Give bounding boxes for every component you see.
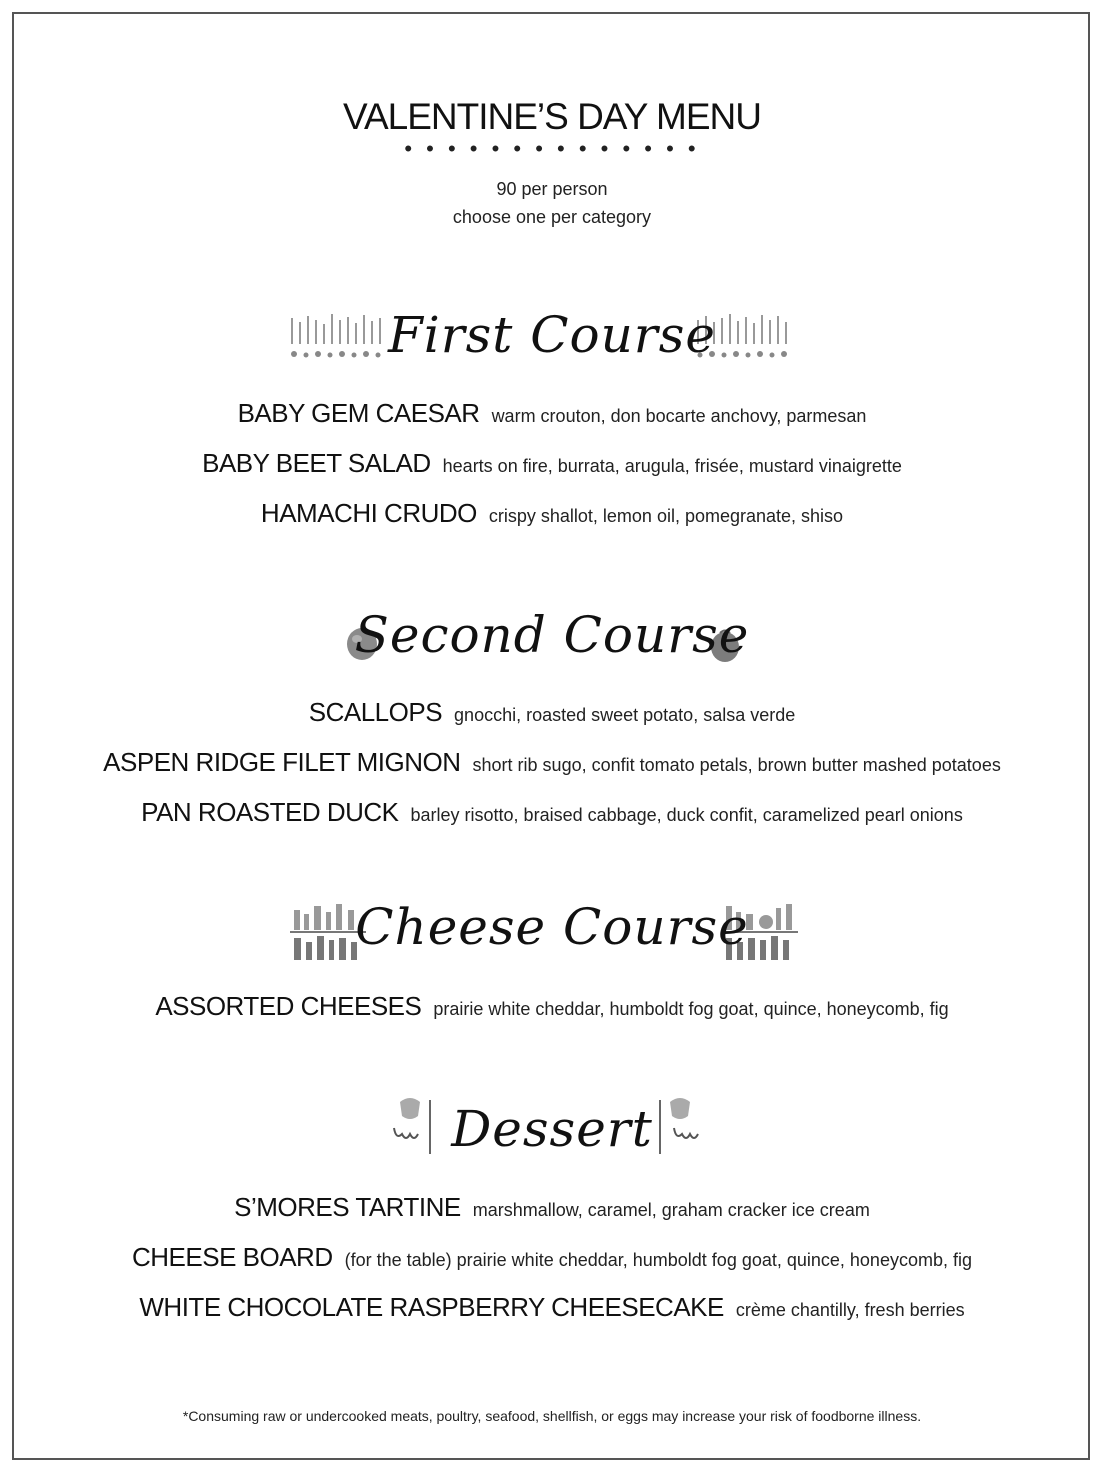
item-description: warm crouton, don bocarte anchovy, parmesan xyxy=(491,406,867,426)
item-description: (for the table) prairie white cheddar, humboldt fog goat, quince, honeycomb, fig xyxy=(344,1250,972,1270)
menu-item xyxy=(0,991,1104,1022)
item-name: PAN ROASTED DUCK xyxy=(141,797,399,827)
item-name: WHITE CHOCOLATE RASPBERRY CHEESECAKE xyxy=(139,1292,724,1322)
price-text: 90 per person xyxy=(496,179,608,199)
item-description: crispy shallot, lemon oil, pomegranate, shiso xyxy=(488,506,844,526)
item-name: BABY GEM CAESAR xyxy=(237,398,480,428)
item-name: ASSORTED CHEESES xyxy=(155,991,422,1021)
item-name: BABY BEET SALAD xyxy=(202,448,431,478)
item-description: crème chantilly, fresh berries xyxy=(735,1300,965,1320)
title-divider-dots: • • • • • • • • • • • • • • xyxy=(404,136,700,161)
item-name: CHEESE BOARD xyxy=(132,1242,333,1272)
course-title-cheese: Cheese Course xyxy=(355,898,749,956)
instruction-text: choose one per category xyxy=(452,207,652,227)
menu-item xyxy=(0,448,1104,479)
course-title-second: Second Course xyxy=(354,606,750,664)
menu-item xyxy=(0,1192,1104,1223)
menu-item xyxy=(0,398,1104,429)
item-description: hearts on fire, burrata, arugula, frisée, mustard vinaigrette xyxy=(442,456,902,476)
menu-item xyxy=(0,697,1104,728)
item-description: prairie white cheddar, humboldt fog goat, quince, honeycomb, fig xyxy=(433,999,949,1019)
menu-item xyxy=(0,797,1104,828)
menu-item xyxy=(0,747,1104,778)
allergy-disclaimer: *Consuming raw or undercooked meats, poultry, seafood, shellfish, or eggs may increase your risk of foodborne illness. xyxy=(182,1408,922,1424)
item-description: gnocchi, roasted sweet potato, salsa verde xyxy=(454,705,796,725)
item-name: HAMACHI CRUDO xyxy=(260,498,477,528)
item-description: barley risotto, braised cabbage, duck confit, caramelized pearl onions xyxy=(410,805,963,825)
item-description: marshmallow, caramel, graham cracker ice cream xyxy=(472,1200,870,1220)
course-title-first: First Course xyxy=(388,306,716,364)
course-title-dessert: Dessert xyxy=(451,1100,653,1158)
item-name: ASPEN RIDGE FILET MIGNON xyxy=(103,747,461,777)
item-name: S’MORES TARTINE xyxy=(234,1192,461,1222)
menu-item xyxy=(0,1242,1104,1273)
item-description: short rib sugo, confit tomato petals, brown butter mashed potatoes xyxy=(472,755,1001,775)
item-name: SCALLOPS xyxy=(308,697,443,727)
menu-item xyxy=(0,498,1104,529)
menu-item xyxy=(0,1292,1104,1323)
menu-title: VALENTINE’S DAY MENU xyxy=(343,96,761,137)
